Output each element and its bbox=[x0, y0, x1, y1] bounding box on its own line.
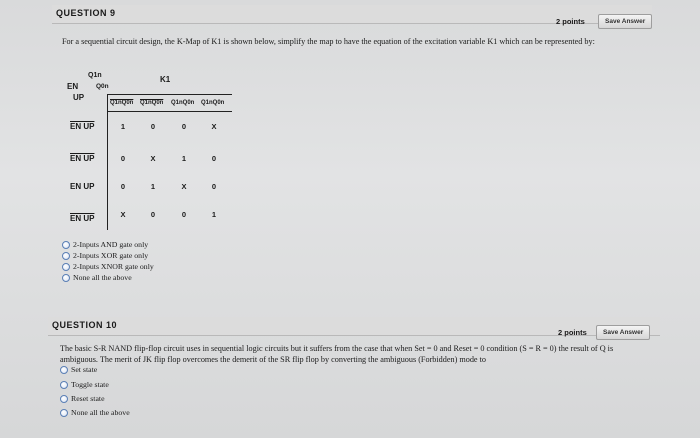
kmap-cell: 0 bbox=[150, 122, 156, 131]
question-9-option-label: 2-Inputs XOR gate only bbox=[73, 251, 149, 260]
kmap-cell: 0 bbox=[181, 122, 187, 131]
kmap-row-header-3: EN UP bbox=[70, 182, 95, 191]
question-10-option[interactable] bbox=[60, 364, 130, 375]
question-9-options bbox=[62, 239, 154, 283]
radio-button[interactable] bbox=[62, 274, 70, 282]
kmap-cell: 0 bbox=[120, 182, 126, 191]
kmap-cell: 1 bbox=[211, 210, 217, 219]
radio-button[interactable] bbox=[62, 263, 70, 271]
question-10-option[interactable] bbox=[60, 407, 130, 418]
kmap-cell: 1 bbox=[120, 122, 126, 131]
kmap-grid-top bbox=[107, 94, 232, 95]
kmap-corner-q1n: Q1n bbox=[88, 72, 102, 79]
question-9-points-bar bbox=[530, 14, 660, 30]
question-9-option[interactable] bbox=[62, 261, 154, 272]
kmap-cell: 1 bbox=[150, 182, 156, 191]
radio-button[interactable] bbox=[60, 366, 68, 374]
question-9-option[interactable] bbox=[62, 239, 154, 250]
kmap-title: K1 bbox=[160, 75, 171, 84]
kmap-cell: 0 bbox=[181, 210, 187, 219]
kmap-row-header-2-text: EN UP bbox=[70, 154, 95, 163]
question-10-option-label: Toggle state bbox=[71, 380, 109, 389]
kmap-row-header-1-text: EN UP bbox=[70, 122, 95, 131]
radio-button[interactable] bbox=[62, 241, 70, 249]
kmap-grid-header-divider bbox=[107, 111, 232, 112]
kmap-cell: X bbox=[211, 122, 217, 131]
question-10-save-button[interactable]: Save Answer bbox=[596, 325, 650, 340]
kmap-col-header-1: Q1nQ0n bbox=[110, 100, 134, 106]
question-9-option[interactable] bbox=[62, 272, 154, 283]
kmap-row-header-4-text: EN UP bbox=[70, 214, 95, 223]
question-10-option-label: Reset state bbox=[71, 394, 105, 403]
question-9-option[interactable] bbox=[62, 250, 154, 261]
question-10-option-label: None all the above bbox=[71, 408, 130, 417]
question-9-save-button[interactable]: Save Answer bbox=[598, 14, 652, 29]
question-9-option-label: 2-Inputs AND gate only bbox=[73, 240, 149, 249]
question-9-option-label: 2-Inputs XNOR gate only bbox=[73, 262, 154, 271]
kmap-row-header-4 bbox=[70, 214, 94, 223]
kmap-cell: 1 bbox=[181, 154, 187, 163]
kmap-cell: X bbox=[181, 182, 187, 191]
question-9-text: For a sequential circuit design, the K-Map of K1 is shown below, simplify the map to have the equation of the excitation variable K1 which can be represented by: bbox=[62, 37, 595, 46]
question-10-options bbox=[60, 364, 130, 418]
kmap-cell: X bbox=[150, 154, 156, 163]
kmap-col-header-4: Q1nQ0n bbox=[201, 100, 225, 106]
kmap-corner-up: UP bbox=[73, 93, 85, 102]
kmap-row-header-1 bbox=[70, 122, 94, 131]
kmap-cell: 0 bbox=[120, 154, 126, 163]
question-10-option[interactable] bbox=[60, 379, 130, 390]
question-9-option-label: None all the above bbox=[73, 273, 132, 282]
question-10-option-label: Set state bbox=[71, 365, 98, 374]
kmap-col-header-2: Q1nQ0n bbox=[140, 100, 164, 106]
radio-button[interactable] bbox=[62, 252, 70, 260]
question-9-points: 2 points bbox=[556, 17, 585, 26]
kmap-cell: X bbox=[120, 210, 126, 219]
question-10-option[interactable] bbox=[60, 393, 130, 404]
radio-button[interactable] bbox=[60, 381, 68, 389]
kmap-cell: 0 bbox=[211, 154, 217, 163]
kmap-cell: 0 bbox=[211, 182, 217, 191]
question-10-title: QUESTION 10 bbox=[52, 320, 118, 330]
kmap bbox=[56, 66, 246, 230]
kmap-corner-en: EN bbox=[67, 82, 79, 91]
kmap-col-header-3: Q1nQ0n bbox=[171, 100, 195, 106]
kmap-cell: 0 bbox=[150, 210, 156, 219]
question-10-points-bar bbox=[540, 325, 670, 341]
question-10-text: The basic S-R NAND flip-flop circuit uses in sequential logic circuits but it suffers from the case that when Set = 0 and Reset = 0 condition (S = R = 0) the result of Q is ambiguous. The merit of JK flip flop overcomes the demerit of the SR flip flop by converting the ambiguous (Forbidden) mode to bbox=[60, 344, 614, 364]
question-9-title: QUESTION 9 bbox=[56, 8, 116, 18]
question-10-points: 2 points bbox=[558, 328, 587, 337]
kmap-row-header-2 bbox=[70, 154, 94, 163]
kmap-corner-q0n: Q0n bbox=[96, 83, 109, 90]
radio-button[interactable] bbox=[60, 409, 68, 417]
radio-button[interactable] bbox=[60, 395, 68, 403]
